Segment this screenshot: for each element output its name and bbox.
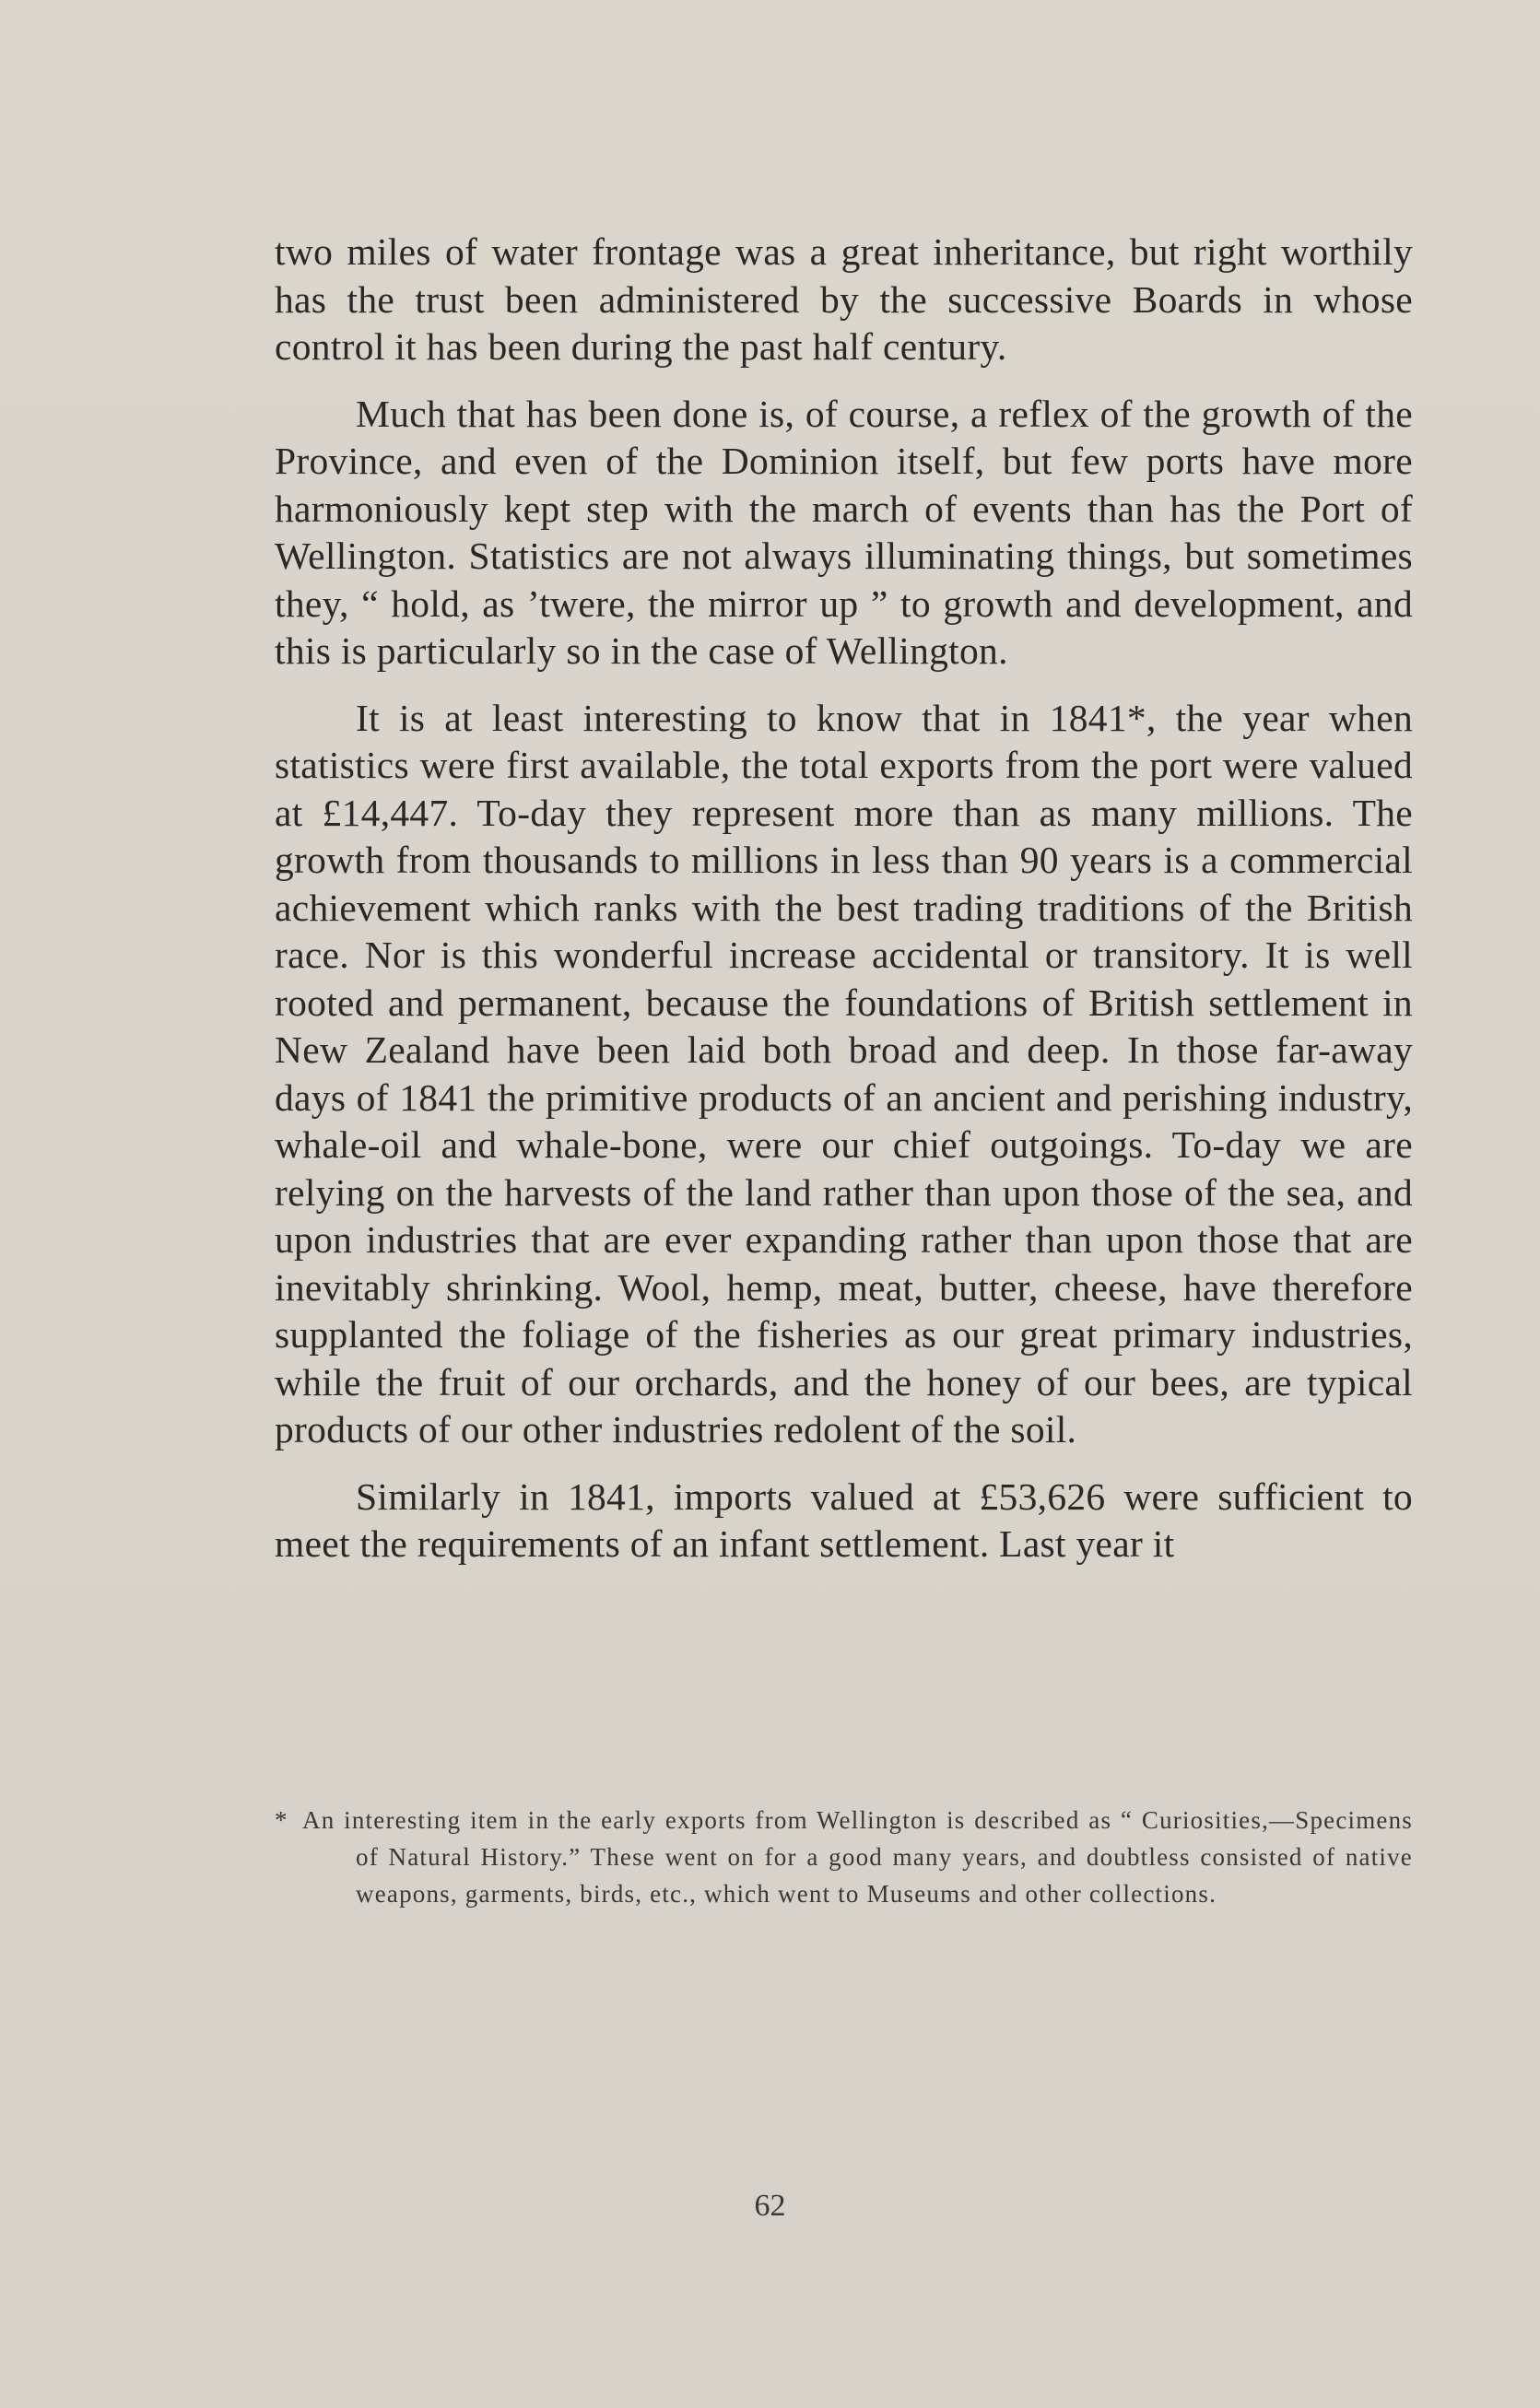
- paragraph-statistics: Much that has been done is, of course, a reflex of the growth of the Province, and even of the Dominion itself, but few ports have more harmoniously kept step with the march of events than has the Port of Wellington. Statistics are not always illuminating things, but sometimes they, “ hold, as ’twere, the mirror up ” to growth and development, and this is particularly so in the case of Wellington.: [275, 392, 1413, 672]
- page-number: 62: [754, 2189, 786, 2223]
- paragraph-exports: It is at least interesting to know that in 1841*, the year when statistics were first available, the total exports from the port were valued at £14,447. To-day they represent more than as many millions. The growth from thousands to millions in less than 90 years is a commercial achievement which ranks with the best trading traditions of the British race. Nor is this wonderful increase accidental or transitory. It is well rooted and permanent, because the foundations of British settlement in New Zealand have been laid both broad and deep. In those far-away days of 1841 the primitive products of an ancient and perishing industry, whale-oil and whale-bone, were our chief outgoings. To-day we are relying on the harvests of the land rather than upon those of the sea, and upon industries that are ever expanding rather than upon those that are inevitably shrinking. Wool, hemp, meat, butter, cheese, have therefore supplanted the foliage of the fisheries as our great primary industries, while the fruit of our orchards, and the honey of our bees, are typical products of our other industries redolent of the soil.: [275, 696, 1413, 1451]
- footnote: [275, 1802, 1413, 1912]
- body-text: [275, 229, 1413, 1588]
- footnote-marker: *: [275, 1806, 288, 1834]
- paragraph-imports: Similarly in 1841, imports valued at £53,626 were sufficient to meet the requirements of an infant settlement. Last year it: [275, 1474, 1413, 1565]
- paragraph-continuation: two miles of water frontage was a great inheritance, but right worthily has the trust been administered by the successive Boards in whose control it has been during the past half century.: [275, 230, 1413, 368]
- footnote-text: An interesting item in the early exports from Wellington is described as “ Curiosities,—Specimens of Natural History.” These went on for a good many years, and doubtless consisted of native weapons, garments, birds, etc., which went to Museums and other collections.: [302, 1806, 1413, 1908]
